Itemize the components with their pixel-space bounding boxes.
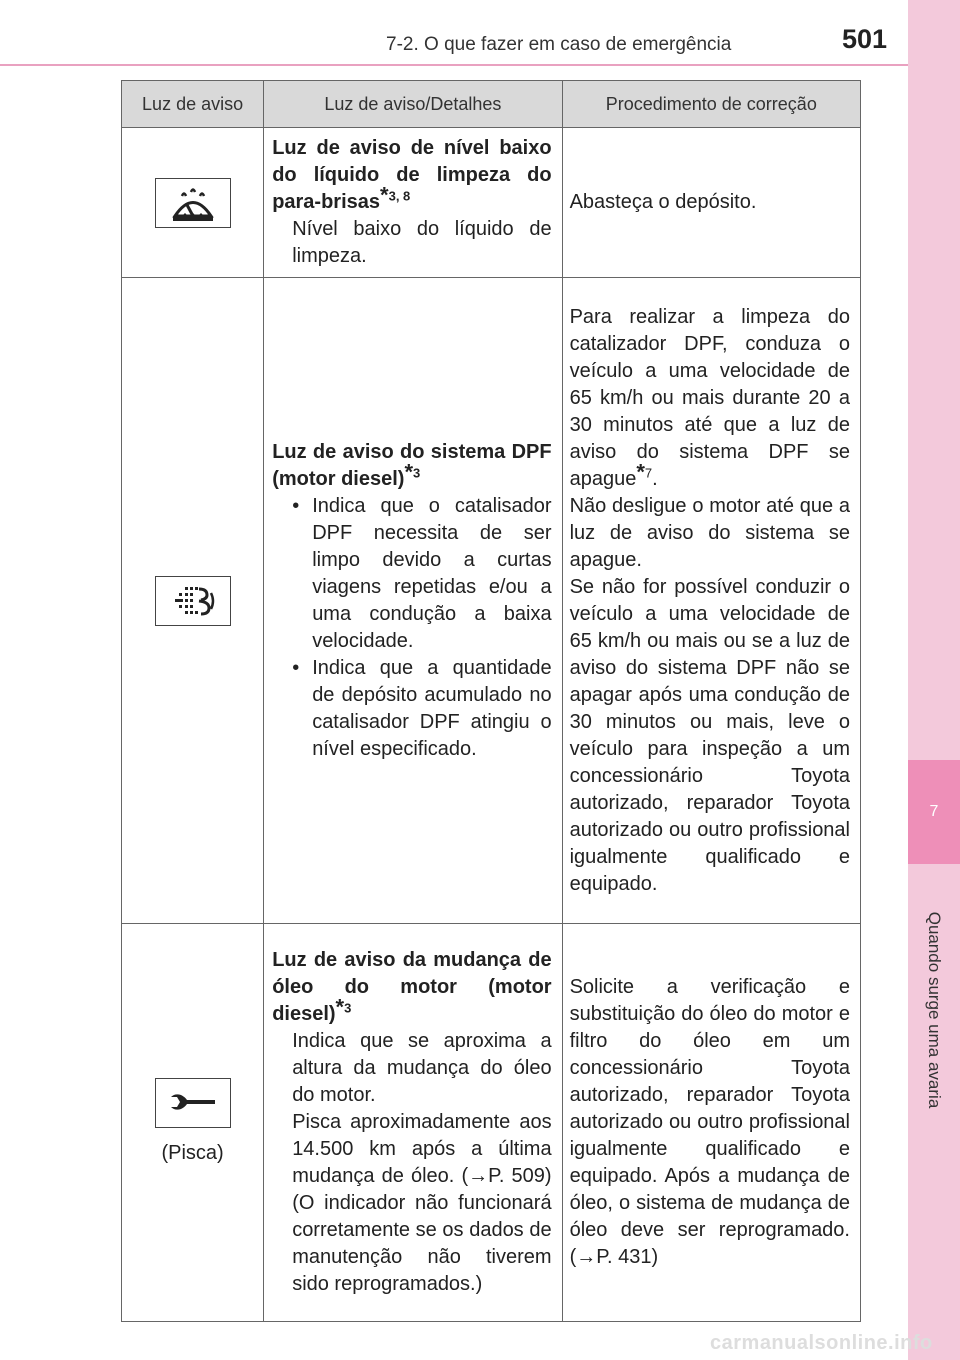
header-divider bbox=[0, 64, 908, 66]
table-row bbox=[122, 924, 861, 1322]
warning-title: Luz de aviso da mudança de óleo do motor (motor diesel)*$^3$ bbox=[272, 949, 552, 1025]
blink-caption: (Pisca) bbox=[161, 1142, 224, 1164]
watermark-logo: carmanualsonline.info bbox=[710, 1332, 933, 1354]
correction-procedure-cell bbox=[562, 924, 860, 1322]
correction-text: Para realizar a limpeza do catalizador DPF, conduza o veículo a uma velocidade de 65 km/h ou mais durante 20 a 30 minutos até que a luz de aviso do sistema DPF se apague*$^7$. bbox=[569, 305, 850, 490]
table-row bbox=[122, 128, 861, 278]
column-header: Luz de aviso bbox=[122, 81, 264, 128]
correction-text: Solicite a verificação e substituição do óleo do motor e filtro do óleo em um concessionário Toyota autorizado, reparador Toyota autorizado ou outro profissional igualmente qualificado e equipado. Após a mudança de óleo, o sistema de mudança de óleo deve ser reprogramado. (→P. 431) bbox=[569, 976, 850, 1268]
warning-bullet-list bbox=[272, 493, 551, 763]
page-number: 501 bbox=[842, 24, 888, 54]
washer-fluid-icon bbox=[155, 178, 231, 228]
wrench-icon bbox=[155, 1078, 231, 1128]
list-item: • Indica que a quantidade de depósito acumulado no catalisador DPF atingiu o nível especificado. bbox=[292, 655, 551, 763]
table-row bbox=[122, 278, 861, 924]
correction-procedure-cell bbox=[562, 128, 860, 278]
correction-text: Não desligue o motor até que a luz de aviso do sistema se apague. bbox=[569, 494, 850, 571]
correction-procedure-cell bbox=[562, 278, 860, 924]
warning-light-cell bbox=[122, 278, 264, 924]
warning-detail-cell bbox=[264, 924, 562, 1322]
correction-text: Se não for possível conduzir o veículo a uma velocidade de 65 km/h ou mais ou se a luz de aviso do sistema DPF não se apagar após uma condução de 30 minutos ou mais, leve o veículo para inspeção a um concessionário Toyota autorizado, reparador Toyota autorizado ou outro profissional igualmente qualificado e equipado. bbox=[569, 575, 850, 895]
column-header: Luz de aviso/Detalhes bbox=[264, 81, 562, 128]
warning-light-cell bbox=[122, 128, 264, 278]
warning-description: Pisca aproximadamente aos 14.500 km após a última mudança de óleo. (→P. 509) (O indicador não funcionará corretamente se os dados de manutenção não tiverem sido reprogramados.) bbox=[292, 1111, 552, 1295]
dpf-icon bbox=[155, 576, 231, 626]
warning-light-cell bbox=[122, 924, 264, 1322]
warning-description: Indica que se aproxima a altura da mudança do óleo do motor. bbox=[292, 1030, 552, 1106]
warning-lights-table bbox=[121, 80, 861, 1322]
list-item: • Indica que o catalisador DPF necessita de ser limpo devido a curtas viagens repetidas e/ou a uma condução a baixa velocidade. bbox=[292, 493, 551, 655]
table-header-row bbox=[122, 81, 861, 128]
correction-text: Abasteça o depósito. bbox=[569, 191, 757, 213]
warning-detail-cell bbox=[264, 128, 562, 278]
chapter-title-vertical: Quando surge uma avaria bbox=[925, 911, 944, 1109]
running-title: 7-2. O que fazer em caso de emergência bbox=[386, 34, 732, 55]
column-header: Procedimento de correção bbox=[562, 81, 860, 128]
chapter-number-tab: 7 bbox=[908, 760, 960, 864]
chapter-side-tab bbox=[908, 0, 960, 1360]
warning-title: Luz de aviso de nível baixo do líquido de limpeza do para-brisas*$^{3, 8}$ bbox=[272, 137, 552, 213]
warning-title: Luz de aviso do sistema DPF (motor diesel)*$^3$ bbox=[272, 440, 552, 490]
warning-description: Nível baixo do líquido de limpeza. bbox=[292, 218, 552, 267]
warning-detail-cell bbox=[264, 278, 562, 924]
